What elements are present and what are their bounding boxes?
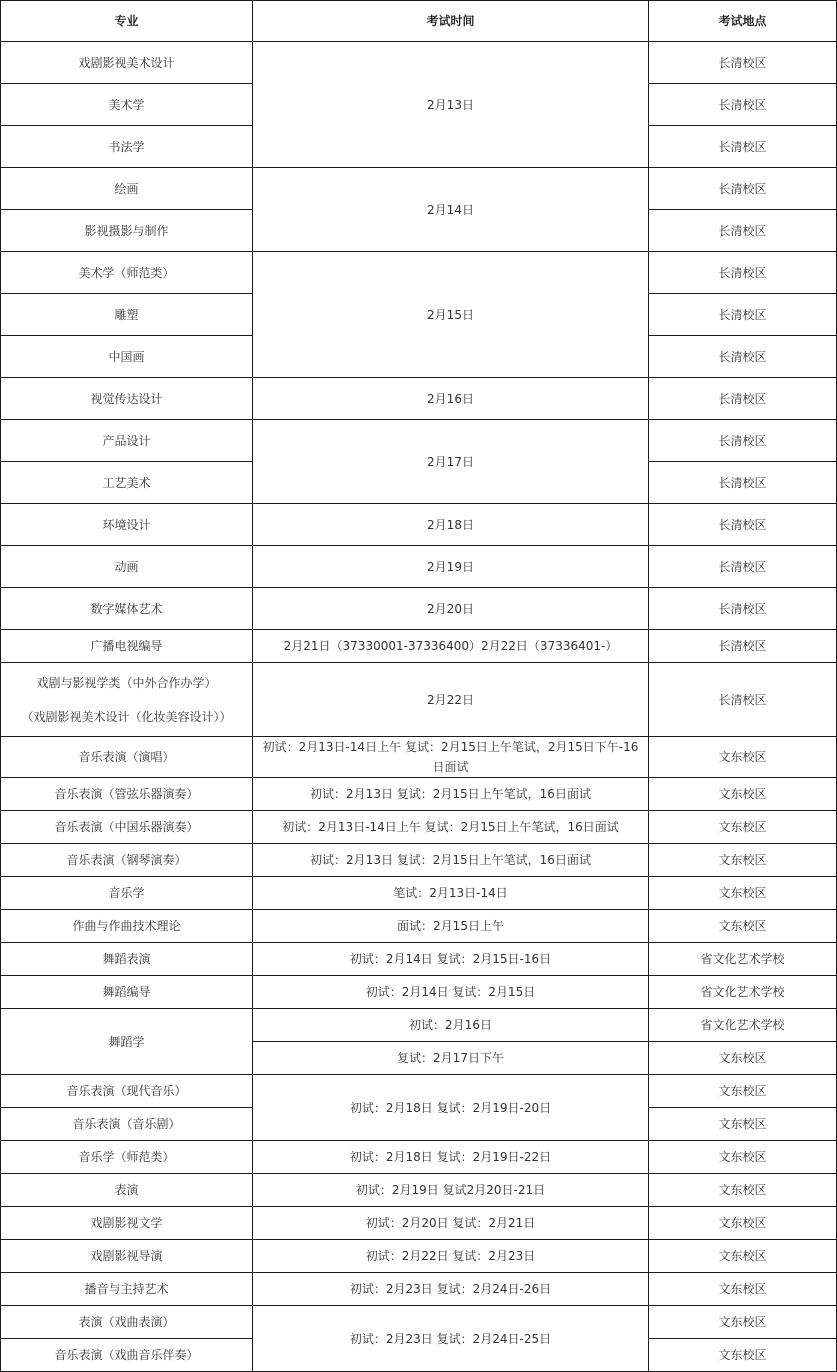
time-cell: 初试：2月14日 复试：2月15日 <box>253 976 649 1009</box>
place-cell: 文东校区 <box>649 1042 837 1075</box>
major-cell: 工艺美术 <box>1 462 253 504</box>
table-row <box>1 168 837 210</box>
table-row <box>1 844 837 877</box>
time-cell: 初试：2月14日 复试：2月15日-16日 <box>253 943 649 976</box>
major-cell: 舞蹈表演 <box>1 943 253 976</box>
place-cell: 长清校区 <box>649 126 837 168</box>
major-line: 戏剧与影视学类（中外合作办学） <box>36 675 217 690</box>
table-row <box>1 1141 837 1174</box>
time-cell: 笔试：2月13日-14日 <box>253 877 649 910</box>
time-cell: 初试：2月18日 复试：2月19日-22日 <box>253 1141 649 1174</box>
table-row <box>1 588 837 630</box>
major-cell: 戏剧影视美术设计 <box>1 42 253 84</box>
major-cell <box>1 663 253 737</box>
major-cell: 音乐学（师范类） <box>1 1141 253 1174</box>
table-row <box>1 1075 837 1108</box>
place-cell: 省文化艺术学校 <box>649 976 837 1009</box>
table-row <box>1 378 837 420</box>
table-row <box>1 1207 837 1240</box>
major-cell: 动画 <box>1 546 253 588</box>
place-cell: 长清校区 <box>649 462 837 504</box>
header-time: 考试时间 <box>253 1 649 42</box>
major-cell: 书法学 <box>1 126 253 168</box>
major-cell: 戏剧影视导演 <box>1 1240 253 1273</box>
major-cell: 环境设计 <box>1 504 253 546</box>
time-cell: 初试：2月22日 复试：2月23日 <box>253 1240 649 1273</box>
place-cell: 长清校区 <box>649 336 837 378</box>
time-cell: 初试：2月13日 复试：2月15日上午笔试，16日面试 <box>253 844 649 877</box>
place-cell: 长清校区 <box>649 252 837 294</box>
table-row <box>1 546 837 588</box>
major-cell: 音乐学 <box>1 877 253 910</box>
table-row <box>1 910 837 943</box>
major-cell: 视觉传达设计 <box>1 378 253 420</box>
place-cell: 文东校区 <box>649 737 837 778</box>
place-cell: 长清校区 <box>649 378 837 420</box>
place-cell: 文东校区 <box>649 778 837 811</box>
place-cell: 文东校区 <box>649 1141 837 1174</box>
table-row <box>1 504 837 546</box>
time-cell: 初试：2月23日 复试：2月24日-25日 <box>253 1306 649 1372</box>
table-row <box>1 1306 837 1339</box>
major-cell: 音乐表演（现代音乐） <box>1 1075 253 1108</box>
major-cell: 音乐表演（中国乐器演奏） <box>1 811 253 844</box>
place-cell: 长清校区 <box>649 663 837 737</box>
place-cell: 长清校区 <box>649 546 837 588</box>
major-cell: 音乐表演（音乐剧） <box>1 1108 253 1141</box>
time-cell: 初试：2月16日 <box>253 1009 649 1042</box>
header-major: 专业 <box>1 1 253 42</box>
place-cell: 文东校区 <box>649 1108 837 1141</box>
time-cell: 2月19日 <box>253 546 649 588</box>
place-cell: 文东校区 <box>649 1273 837 1306</box>
major-cell: 表演（戏曲表演） <box>1 1306 253 1339</box>
major-cell: 绘画 <box>1 168 253 210</box>
place-cell: 长清校区 <box>649 294 837 336</box>
major-cell: 中国画 <box>1 336 253 378</box>
place-cell: 文东校区 <box>649 1207 837 1240</box>
place-cell: 长清校区 <box>649 42 837 84</box>
major-cell: 产品设计 <box>1 420 253 462</box>
table-row <box>1 420 837 462</box>
table-row <box>1 1273 837 1306</box>
time-cell: 初试：2月18日 复试：2月19日-20日 <box>253 1075 649 1141</box>
place-cell: 长清校区 <box>649 630 837 663</box>
place-cell: 文东校区 <box>649 910 837 943</box>
table-row <box>1 877 837 910</box>
time-cell: 初试：2月19日 复试2月20日-21日 <box>253 1174 649 1207</box>
table-row <box>1 943 837 976</box>
time-cell: 初试：2月13日-14日上午 复试：2月15日上午笔试，16日面试 <box>253 811 649 844</box>
major-cell: 作曲与作曲技术理论 <box>1 910 253 943</box>
time-cell: 2月14日 <box>253 168 649 252</box>
major-cell: 舞蹈学 <box>1 1009 253 1075</box>
place-cell: 省文化艺术学校 <box>649 1009 837 1042</box>
table-row <box>1 630 837 663</box>
time-cell: 2月20日 <box>253 588 649 630</box>
time-cell: 2月22日 <box>253 663 649 737</box>
major-cell: 戏剧影视文学 <box>1 1207 253 1240</box>
place-cell: 长清校区 <box>649 504 837 546</box>
place-cell: 文东校区 <box>649 1240 837 1273</box>
major-cell: 美术学（师范类） <box>1 252 253 294</box>
table-row <box>1 1009 837 1042</box>
major-cell: 音乐表演（戏曲音乐伴奏） <box>1 1339 253 1372</box>
place-cell: 文东校区 <box>649 1306 837 1339</box>
place-cell: 长清校区 <box>649 168 837 210</box>
major-line: （戏剧影视美术设计（化妆美容设计）） <box>21 709 232 724</box>
header-row <box>1 1 837 42</box>
major-cell: 播音与主持艺术 <box>1 1273 253 1306</box>
time-cell: 面试：2月15日上午 <box>253 910 649 943</box>
place-cell: 文东校区 <box>649 811 837 844</box>
time-cell: 初试：2月13日 复试：2月15日上午笔试，16日面试 <box>253 778 649 811</box>
major-cell: 美术学 <box>1 84 253 126</box>
time-cell: 初试：2月13日-14日上午 复试：2月15日上午笔试，2月15日下午-16日面试 <box>253 737 649 778</box>
table-row <box>1 1174 837 1207</box>
place-cell: 文东校区 <box>649 1174 837 1207</box>
table-row <box>1 1240 837 1273</box>
time-cell: 2月16日 <box>253 378 649 420</box>
place-cell: 文东校区 <box>649 1339 837 1372</box>
major-cell: 雕塑 <box>1 294 253 336</box>
major-cell: 表演 <box>1 1174 253 1207</box>
major-cell: 音乐表演（管弦乐器演奏） <box>1 778 253 811</box>
place-cell: 省文化艺术学校 <box>649 943 837 976</box>
place-cell: 长清校区 <box>649 420 837 462</box>
place-cell: 长清校区 <box>649 84 837 126</box>
place-cell: 文东校区 <box>649 1075 837 1108</box>
table-row <box>1 42 837 84</box>
major-cell: 广播电视编导 <box>1 630 253 663</box>
time-cell: 2月15日 <box>253 252 649 378</box>
table-row <box>1 811 837 844</box>
major-cell: 舞蹈编导 <box>1 976 253 1009</box>
place-cell: 长清校区 <box>649 210 837 252</box>
header-place: 考试地点 <box>649 1 837 42</box>
table-row <box>1 663 837 737</box>
time-cell: 复试：2月17日下午 <box>253 1042 649 1075</box>
time-cell: 2月18日 <box>253 504 649 546</box>
major-cell: 影视摄影与制作 <box>1 210 253 252</box>
table-row <box>1 252 837 294</box>
time-cell: 初试：2月23日 复试：2月24日-26日 <box>253 1273 649 1306</box>
table-row <box>1 737 837 778</box>
place-cell: 文东校区 <box>649 844 837 877</box>
place-cell: 文东校区 <box>649 877 837 910</box>
time-cell: 2月17日 <box>253 420 649 504</box>
major-cell: 音乐表演（演唱） <box>1 737 253 778</box>
table-row <box>1 976 837 1009</box>
major-cell: 音乐表演（钢琴演奏） <box>1 844 253 877</box>
time-cell: 2月21日（37330001-37336400）2月22日（37336401-） <box>253 630 649 663</box>
time-cell: 2月13日 <box>253 42 649 168</box>
place-cell: 长清校区 <box>649 588 837 630</box>
table-row <box>1 778 837 811</box>
time-cell: 初试：2月20日 复试：2月21日 <box>253 1207 649 1240</box>
major-cell: 数字媒体艺术 <box>1 588 253 630</box>
